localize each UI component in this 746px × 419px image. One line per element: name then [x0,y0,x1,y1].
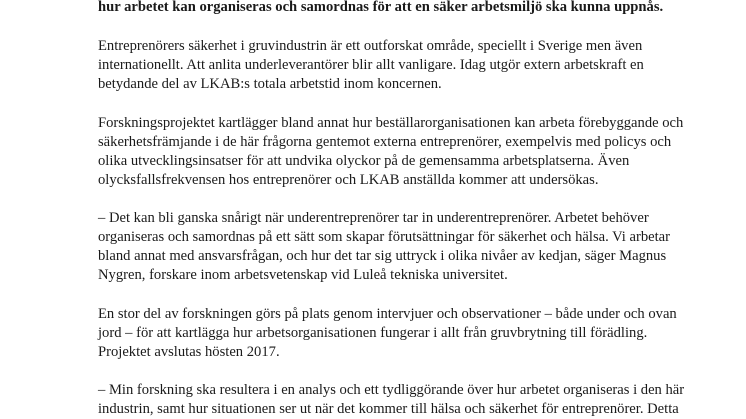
paragraph-line: säkerhetsfrämjande i de här frågorna gentemot externa entreprenörer, exempelvis med policys och [98,134,672,150]
paragraph-line: – Det kan bli ganska snårigt när underentreprenörer tar in underentreprenörer. Arbetet behöver [98,210,649,226]
paragraph-line: jord – för att kartlägga hur arbetsorganisationen fungerar i allt från gruvbrytning till förädling. [98,325,648,341]
paragraph-line: – Min forskning ska resultera i en analys och ett tydliggörande över hur arbetet organiseras i den här [98,382,685,398]
paragraph-line: internationellt. Att anlita underleverantörer blir allt vanligare. Idag utgör extern arbetskraft en [98,57,644,73]
paragraph-line: olika utvecklingsinsatser för att undvika olyckor på de gemensamma arbetsplatserna. Även [98,153,630,169]
paragraph-line: Nygren, forskare inom arbetsvetenskap vid Luleå tekniska universitet. [98,267,508,283]
paragraph-line: industrin, samt hur situationen ser ut när det kommer till hälsa och säkerhet för entreprenörer. Detta [98,401,679,417]
paragraph-line: Projektet avslutas hösten 2017. [98,344,280,360]
paragraph-line: organiseras och samordnas på ett sätt som skapar förutsättningar för säkerhet och hälsa. Vi arbetar [98,229,671,245]
paragraph-line: Entreprenörers säkerhet i gruvindustrin är ett outforskat område, speciellt i Sverige men även [98,38,643,54]
paragraph-line: En stor del av forskningen görs på plats genom intervjuer och observationer – både under och ovan [98,306,677,322]
paragraph-line: bland annat med ansvarsfrågan, och hur det tar sig uttryck i olika nivåer av kedjan, säger Magnus [98,248,667,264]
paragraph-line: olycksfallsfrekvensen hos entreprenörer och LKAB anställda kommer att undersökas. [98,172,599,188]
lead-line: hur arbetet kan organiseras och samordnas för att en säker arbetsmiljö ska kunna uppnås. [98,0,664,15]
paragraph-line: betydande del av LKAB:s totala arbetstid inom koncernen. [98,76,442,92]
paragraph-line: Forskningsprojektet kartlägger bland annat hur beställarorganisationen kan arbeta förebyggande och [98,115,684,131]
